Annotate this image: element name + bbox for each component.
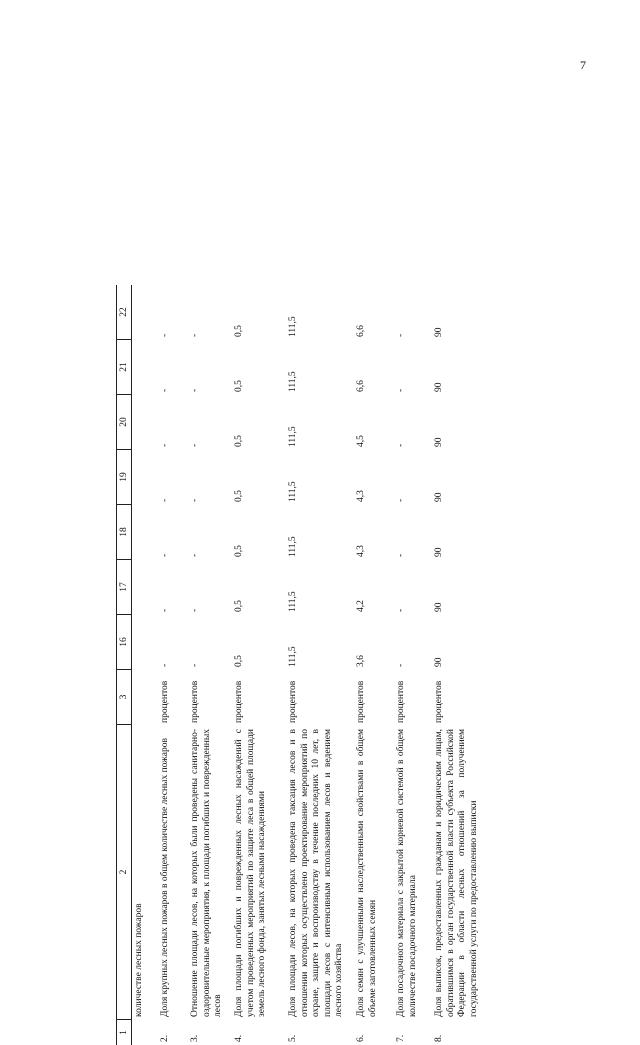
indicator-value: - xyxy=(190,553,200,557)
indicator-description: Доля крупных лесных пожаров в общем количестве лесных пожаров xyxy=(160,738,170,1017)
indicator-unit: процентов xyxy=(434,680,444,723)
page-number: 7 xyxy=(580,58,586,72)
indicator-value: - xyxy=(190,663,200,667)
indicator-value: - xyxy=(396,663,406,667)
indicator-description: Отношение площади лесов, на которых были проведены санитарно-оздоровительные мероприятия, к площади погибших и поврежденных лесов xyxy=(190,729,223,1017)
indicator-value: 111,5 xyxy=(288,481,298,502)
row-number: 5. xyxy=(288,1034,298,1042)
header-col-1: 1 xyxy=(119,1030,129,1035)
indicator-value: - xyxy=(160,333,170,337)
indicator-value: 0,5 xyxy=(234,600,244,612)
indicator-value: - xyxy=(190,388,200,392)
header-col-16: 16 xyxy=(117,615,131,670)
indicator-value: - xyxy=(160,608,170,612)
indicator-value: 111,5 xyxy=(288,591,298,612)
indicator-value: 90 xyxy=(434,547,444,557)
indicator-value: - xyxy=(396,443,406,447)
indicator-value: 90 xyxy=(434,327,444,337)
indicator-unit: процентов xyxy=(356,680,366,723)
indicator-description: Доля посадочного материала с закрытой корневой системой в общем количестве посадочного материала xyxy=(396,729,418,1017)
indicator-value: 4,3 xyxy=(356,545,366,557)
indicator-value: 111,5 xyxy=(288,371,298,392)
indicator-unit: процентов xyxy=(190,680,200,723)
indicator-value: 111,5 xyxy=(288,536,298,557)
indicator-description: Доля выписок, предоставленных гражданам и юридическим лицам, обратившимся в орган государственной власти субъекта Российской Федерации в области лесных отношений за получением государственной услуги по предоставлению выписки xyxy=(434,729,479,1017)
indicator-table xyxy=(116,285,538,1045)
indicator-value: 111,5 xyxy=(288,316,298,337)
header-col-22: 22 xyxy=(117,285,131,340)
indicator-value: 0,5 xyxy=(234,490,244,502)
row-number: 8. xyxy=(434,1034,444,1042)
indicator-value: - xyxy=(160,443,170,447)
indicator-value: 6,6 xyxy=(356,325,366,337)
header-col-20: 20 xyxy=(117,395,131,450)
header-col-21: 21 xyxy=(117,340,131,395)
indicator-description: количестве лесных пожаров xyxy=(134,903,144,1017)
header-col-3: 3 xyxy=(117,670,131,725)
row-number: 6. xyxy=(356,1034,366,1042)
indicator-unit: процентов xyxy=(396,680,406,723)
indicator-value: - xyxy=(190,333,200,337)
indicator-unit: процентов xyxy=(288,680,298,723)
indicator-value: 90 xyxy=(434,437,444,447)
indicator-value: 90 xyxy=(434,602,444,612)
indicator-value: - xyxy=(160,388,170,392)
indicator-value: - xyxy=(190,608,200,612)
indicator-value: 90 xyxy=(434,382,444,392)
indicator-value: 4,5 xyxy=(356,435,366,447)
indicator-value: - xyxy=(396,388,406,392)
indicator-value: 3,6 xyxy=(356,655,366,667)
header-col-2: 2 xyxy=(117,725,131,1020)
indicator-value: 111,5 xyxy=(288,646,298,667)
indicator-value: 4,2 xyxy=(356,600,366,612)
indicator-value: 0,5 xyxy=(234,380,244,392)
indicator-unit: процентов xyxy=(234,680,244,723)
row-number: 7. xyxy=(396,1034,406,1042)
indicator-value: - xyxy=(190,443,200,447)
indicator-description: Доля площади лесов, на которых проведена таксация лесов и в отношении которых осуществлено проектирование мероприятий по охране, защите и воспроизводству в течение последних 10 лет, в площади лесов с интенсивным использованием лесов и ведением лесного хозяйства xyxy=(288,729,344,1017)
indicator-value: - xyxy=(160,553,170,557)
indicator-unit: процентов xyxy=(160,680,170,723)
row-number: 3. xyxy=(190,1034,200,1042)
indicator-value: 0,5 xyxy=(234,325,244,337)
row-number: 2. xyxy=(160,1034,170,1042)
header-col-18: 18 xyxy=(117,505,131,560)
indicator-value: - xyxy=(190,498,200,502)
indicator-value: 90 xyxy=(434,492,444,502)
header-col-19: 19 xyxy=(117,450,131,505)
indicator-value: 0,5 xyxy=(234,545,244,557)
indicator-value: - xyxy=(396,498,406,502)
indicator-description: Доля семян с улучшенными наследственными свойствами в общем объеме заготовленных семян xyxy=(356,729,378,1017)
indicator-value: - xyxy=(396,333,406,337)
indicator-value: 111,5 xyxy=(288,426,298,447)
indicator-value: 4,3 xyxy=(356,490,366,502)
indicator-value: - xyxy=(160,663,170,667)
indicator-description: Доля площади погибших и поврежденных лесных насаждений с учетом проведенных мероприятий по защите леса в общей площади земель лесного фонда, занятых лесными насаждениями xyxy=(234,729,267,1017)
row-number: 4. xyxy=(234,1034,244,1042)
header-col-17: 17 xyxy=(117,560,131,615)
indicator-value: - xyxy=(396,608,406,612)
indicator-value: 90 xyxy=(434,657,444,667)
indicator-value: 6,6 xyxy=(356,380,366,392)
indicator-value: - xyxy=(396,553,406,557)
indicator-value: 0,5 xyxy=(234,655,244,667)
indicator-value: - xyxy=(160,498,170,502)
indicator-value: 0,5 xyxy=(234,435,244,447)
table-header xyxy=(116,285,132,1045)
